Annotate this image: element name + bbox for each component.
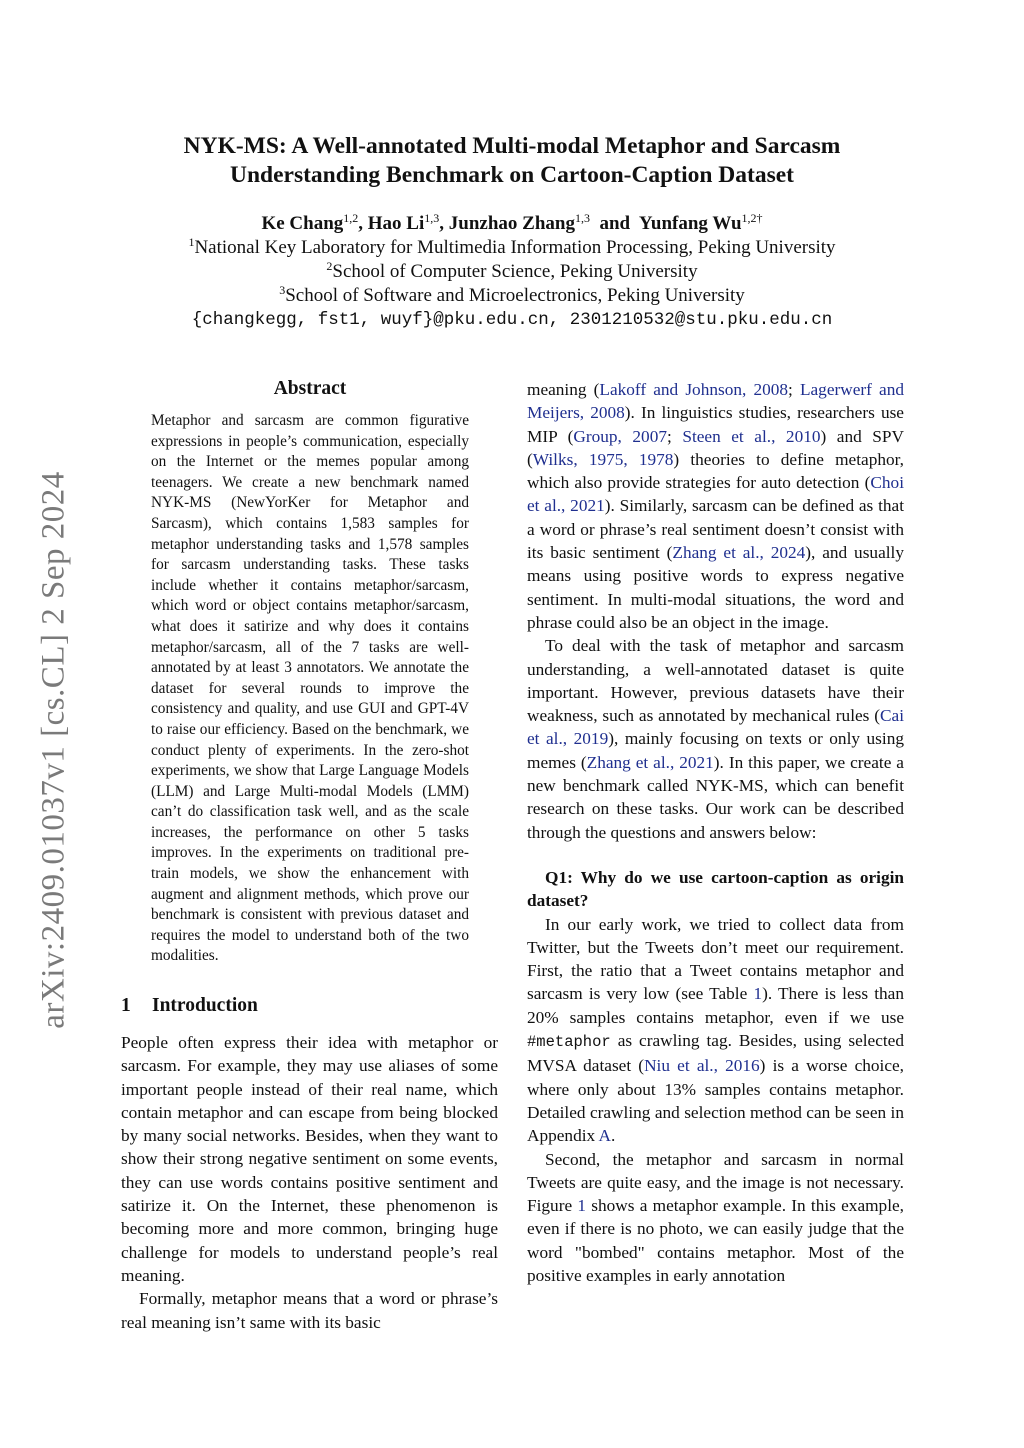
citation-link[interactable]: Zhang et al., 2024 xyxy=(672,543,806,563)
citation-link[interactable]: Niu et al., 2016 xyxy=(644,1056,760,1076)
spacer xyxy=(527,844,904,866)
title-line-1: NYK-MS: A Well-annotated Multi-modal Metaphor and Sarcasm xyxy=(183,133,841,159)
abstract-text: Metaphor and sarcasm are common figurative expressions in people’s communication, especially on the Internet or the memes popular among teenagers. We create a new benchmark named NYK-MS (NewYorKer for Metaphor and Sarcasm), which contains 1,583 samples for metaphor understanding tasks and 1,578 samples for sarcasm understanding tasks. These tasks include whether it contains metaphor/sarcasm, which word or object contains metaphor/sarcasm, what does it satirize and why does it contains metaphor/sarcasm, all of the 7 tasks are well-annotated by at least 3 annotators. We annotate the dataset for several rounds to improve the consistency and quality, and use GUI and GPT-4V to raise our efficiency. Based on the benchmark, we conduct plenty of experiments. In the zero-shot experiments, we show that Large Language Models (LLM) and Large Multi-modal Models (LMM) can’t do classification task well, and as the scale increases, the performance on other 5 tasks improves. In the experiments on traditional pre-train models, we show the enhancement with augment and alignment methods, which prove our benchmark is consistent with previous dataset and requires the model to understand both of the two modalities. xyxy=(151,412,469,965)
paper-title xyxy=(100,132,924,190)
text-run: Second, the metaphor and sarcasm in normal Tweets are quite easy, and the image is not necessary. Figure xyxy=(527,1149,904,1216)
text-run: meaning ( xyxy=(527,380,600,399)
citation-link[interactable]: Wilks, 1975, 1978 xyxy=(532,449,674,469)
author-separator: , xyxy=(358,213,368,234)
author-emails: {changkegg, fst1, wuyf}@pku.edu.cn, 2301210532@stu.pku.edu.cn xyxy=(191,310,833,330)
question-heading-q1: Q1: Why do we use cartoon-caption as origin dataset? xyxy=(527,867,904,911)
text-run: ), mainly focusing on texts or only using memes ( xyxy=(527,729,904,772)
citation-link[interactable]: Group, 2007 xyxy=(573,426,667,446)
author-list xyxy=(100,212,924,236)
text-run: ) theories to define metaphor, which also provide strategies for auto detection ( xyxy=(527,449,904,493)
appendix-reference-link[interactable]: A xyxy=(598,1126,612,1146)
citation-link[interactable]: Lakoff and Johnson, 2008 xyxy=(599,380,789,399)
text-run: ). Similarly, sarcasm can be defined as that a word or phrase’s real sentiment doesn’t consist with its basic sentiment ( xyxy=(527,496,904,563)
title-line-2: Understanding Benchmark on Cartoon-Caption Dataset xyxy=(229,162,795,188)
text-run: ). In this paper, we create a new benchmark called NYK-MS, which can benefit research on these tasks. Our work can be described through the questions and answers below: xyxy=(527,752,904,842)
text-run: ) is a worse choice, where only about 13% samples contains metaphor. Detailed crawling and selection method can be seen in Appendix xyxy=(527,1056,905,1146)
affiliation-mark: 3 xyxy=(279,283,286,297)
right-column xyxy=(527,378,904,1287)
text-run: as crawling tag. Besides, using selected MVSA dataset ( xyxy=(527,1031,904,1076)
section-title: Introduction xyxy=(152,995,258,1016)
paragraph xyxy=(527,1148,904,1288)
affiliation-text: School of Computer Science, Peking University xyxy=(332,261,698,282)
affiliation-mark: 2 xyxy=(326,259,333,273)
text-run: ; xyxy=(788,380,800,399)
text-run: ), and usually means using positive words to express negative sentiment. In multi-modal situations, the word and phrase could also be an object in the image. xyxy=(527,543,904,632)
text-run: ; xyxy=(666,426,683,446)
section-heading-introduction xyxy=(121,995,258,1017)
affiliation-1 xyxy=(100,236,924,260)
text-run: To deal with the task of metaphor and sarcasm understanding, a well-annotated dataset is quite important. However, previous datasets have their weakness, such as annotated by mechanical rules ( xyxy=(527,636,904,726)
table-reference-link[interactable]: 1 xyxy=(753,984,763,1004)
affiliation-text: National Key Laboratory for Multimedia Information Processing, Peking University xyxy=(194,237,836,258)
text-run: In our early work, we tried to collect data from Twitter, but the Tweets don’t meet our requirement. First, the ratio that a Tweet contains metaphor and sarcasm is very low (see Table xyxy=(527,914,904,1004)
affiliation-2 xyxy=(100,260,924,284)
paragraph: People often express their idea with metaphor or sarcasm. For example, they may use aliases of some important people instead of their real name, which contain metaphor and can escape from being blocked by many social networks. Besides, when they want to show their strong negative sentiment on some events, they can use words contains positive sentiment and satirize it. On the Internet, these phenomenon is becoming more and more common, bringing huge challenge for models to understand people’s real meaning. xyxy=(121,1033,498,1285)
text-run: shows a metaphor example. In this example, even if there is no photo, we can easily judge that the word "bombed" contains metaphor. Most of the positive examples in early annotation xyxy=(527,1196,904,1285)
text-run: ). In linguistics studies, researchers use MIP ( xyxy=(527,403,904,446)
paragraph xyxy=(527,913,904,1148)
author-block xyxy=(100,212,924,332)
paragraph xyxy=(527,378,904,634)
arxiv-sidebar-stamp xyxy=(34,460,74,1040)
author-separator: , xyxy=(439,213,449,234)
code-hashtag: #metaphor xyxy=(527,1033,611,1052)
affiliation-text: School of Software and Microelectronics, Peking University xyxy=(285,285,745,306)
author-affiliation-mark: 1,3 xyxy=(574,211,590,225)
citation-link[interactable]: Lagerwerf and Meijers, 2008 xyxy=(527,380,904,423)
paragraph xyxy=(527,634,904,844)
citation-link[interactable]: Choi et al., 2021 xyxy=(527,473,904,516)
text-run: ) and SPV ( xyxy=(527,426,904,469)
citation-link[interactable]: Zhang et al., 2021 xyxy=(586,752,714,772)
author-affiliation-mark: 1,3 xyxy=(424,211,440,225)
section-number: 1 xyxy=(121,995,131,1016)
introduction-left-column xyxy=(121,1031,498,1334)
figure-reference-link[interactable]: 1 xyxy=(577,1196,587,1216)
author-name: Yunfang Wu xyxy=(638,213,742,234)
citation-link[interactable]: Steen et al., 2010 xyxy=(682,426,821,446)
author-name: Junzhao Zhang xyxy=(448,213,575,234)
paragraph: Formally, metaphor means that a word or phrase’s real meaning isn’t same with its basic xyxy=(121,1289,498,1332)
affiliation-3 xyxy=(100,284,924,308)
abstract-heading: Abstract xyxy=(273,378,347,399)
author-separator: and xyxy=(589,213,639,234)
affiliation-mark: 1 xyxy=(188,235,195,249)
author-affiliation-mark: 1,2 xyxy=(343,211,359,225)
author-affiliation-mark: 1,2† xyxy=(741,211,763,225)
author-name: Ke Chang xyxy=(261,213,344,234)
citation-link[interactable]: Cai et al., 2019 xyxy=(527,706,904,749)
author-name: Hao Li xyxy=(367,213,425,234)
arxiv-identifier: arXiv:2409.01037v1 [cs.CL] 2 Sep 2024 xyxy=(35,471,72,1029)
text-run: . xyxy=(611,1126,616,1146)
text-run: ). There is less than 20% samples contains metaphor, even if we use xyxy=(527,984,904,1027)
